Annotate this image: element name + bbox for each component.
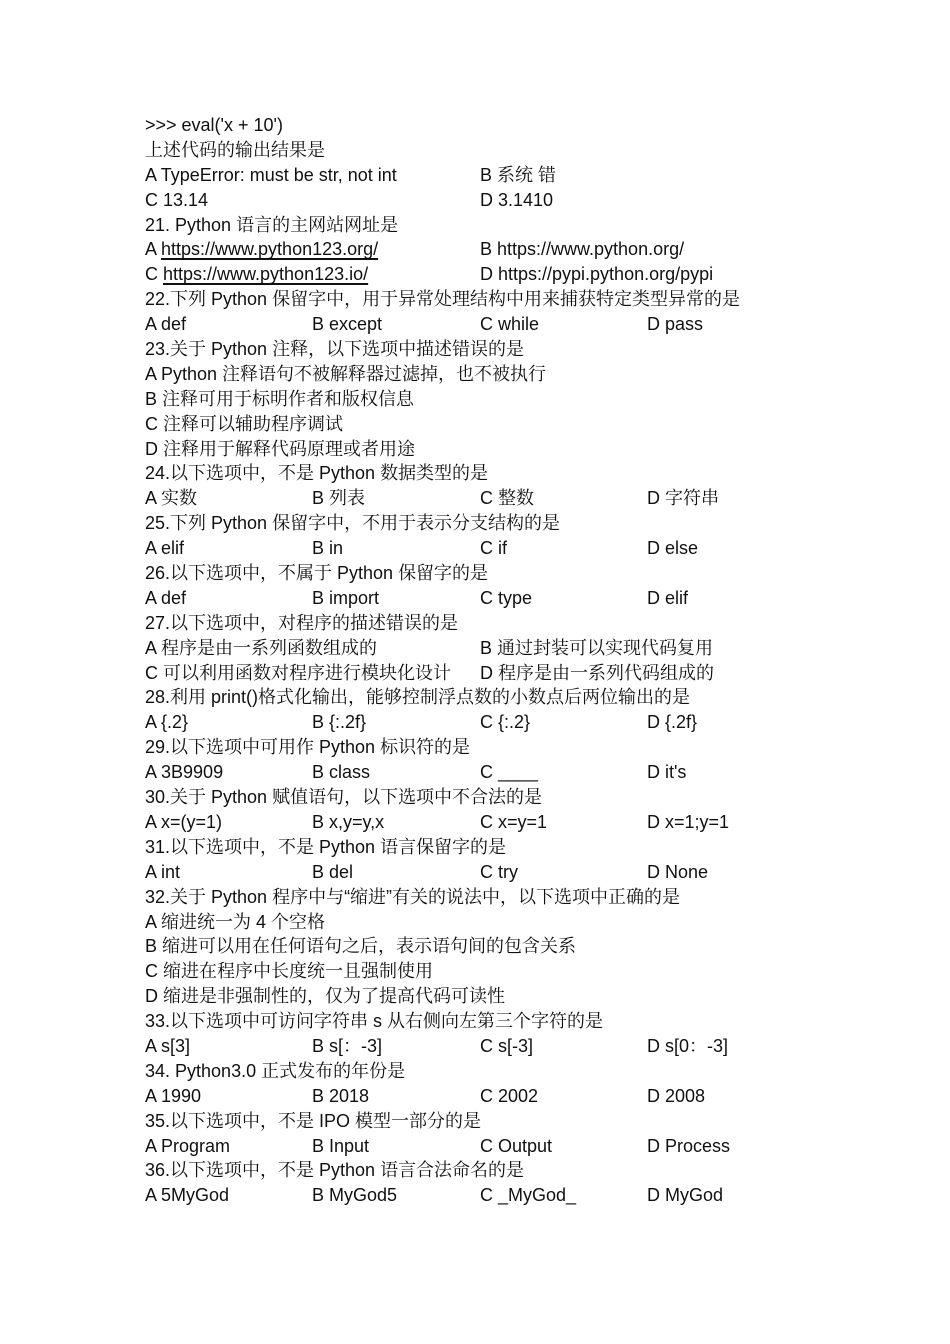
option-label: A: [145, 239, 162, 260]
option-d: D 3.1410: [480, 189, 554, 210]
option-a: A 缩进统一为 4 个空格: [145, 911, 326, 932]
question-26-title: 26.以下选项中，不属于 Python 保留字的是: [145, 563, 489, 584]
option-c: [145, 262, 368, 287]
question-29-title: 29.以下选项中可用作 Python 标识符的是: [145, 737, 471, 758]
option-a: A elif: [145, 538, 185, 559]
option-c: C 整数: [480, 488, 534, 509]
option-a: A 3B9909: [145, 762, 224, 783]
question-34-title: 34. Python3.0 正式发布的年份是: [145, 1060, 406, 1081]
exam-page: [145, 113, 845, 1208]
option-row: [145, 163, 845, 188]
question-24-title: 24.以下选项中，不是 Python 数据类型的是: [145, 463, 489, 484]
option-b: B s[：-3]: [312, 1035, 383, 1056]
option-d: D 注释用于解释代码原理或者用途: [145, 438, 415, 459]
option-a: A def: [145, 587, 187, 608]
option-c: C ____: [480, 762, 539, 783]
question-28-title: 28.利用 print()格式化输出，能够控制浮点数的小数点后两位输出的是: [145, 687, 691, 708]
option-d: D https://pypi.python.org/pypi: [480, 264, 714, 285]
option-b: B import: [312, 587, 380, 608]
question-35-title: 35.以下选项中，不是 IPO 模型一部分的是: [145, 1110, 482, 1131]
option-a: A def: [145, 314, 187, 335]
option-row: [145, 860, 845, 885]
option-a-link[interactable]: https://www.python123.org/: [161, 239, 379, 260]
option-row: [145, 312, 845, 337]
option-a: A x=(y=1): [145, 811, 223, 832]
option-b: B https://www.python.org/: [480, 239, 685, 260]
question-31-title: 31.以下选项中，不是 Python 语言保留字的是: [145, 836, 507, 857]
option-a: A int: [145, 861, 181, 882]
option-b: B in: [312, 538, 344, 559]
option-c: C if: [480, 538, 507, 559]
option-c: C _MyGod_: [480, 1185, 577, 1206]
option-c: C while: [480, 314, 540, 335]
option-c-link[interactable]: https://www.python123.io/: [163, 264, 369, 285]
option-c: C try: [480, 861, 518, 882]
question-22-title: 22.下列 Python 保留字中，用于异常处理结构中用来捕获特定类型异常的是: [145, 289, 741, 310]
question-32-title: 32.关于 Python 程序中与“缩进”有关的说法中，以下选项中正确的是: [145, 886, 681, 907]
option-c: C 可以利用函数对程序进行模块化设计: [145, 662, 451, 683]
option-label: C: [145, 264, 163, 285]
option-d: D x=1;y=1: [647, 811, 730, 832]
option-c: C s[-3]: [480, 1035, 534, 1056]
option-b: B 通过封装可以实现代码复用: [480, 637, 714, 658]
question-text: 上述代码的输出结果是: [145, 139, 325, 160]
question-36-title: 36.以下选项中，不是 Python 语言合法命名的是: [145, 1160, 525, 1181]
option-c: C {:.2}: [480, 712, 531, 733]
option-d: D {.2f}: [647, 712, 698, 733]
option-a: A 实数: [145, 488, 198, 509]
option-d: D s[0：-3]: [647, 1035, 729, 1056]
option-a: A {.2}: [145, 712, 189, 733]
option-c: C 缩进在程序中长度统一且强制使用: [145, 961, 433, 982]
option-row: [145, 262, 845, 287]
option-c: C 13.14: [145, 189, 209, 210]
option-a: A 程序是由一系列函数组成的: [145, 637, 378, 658]
option-a: A 5MyGod: [145, 1185, 230, 1206]
option-d: D 2008: [647, 1085, 706, 1106]
option-b: B 列表: [312, 488, 366, 509]
option-b: B Input: [312, 1135, 370, 1156]
option-d: D it's: [647, 762, 687, 783]
option-a: A 1990: [145, 1085, 202, 1106]
option-d: D elif: [647, 587, 689, 608]
option-row: [145, 237, 845, 262]
option-d: D 程序是由一系列代码组成的: [480, 662, 714, 683]
option-row: [145, 710, 845, 735]
option-row: [145, 661, 845, 686]
option-c: C type: [480, 587, 533, 608]
option-row: [145, 1183, 845, 1208]
option-row: [145, 1084, 845, 1109]
option-b: B class: [312, 762, 371, 783]
question-25-title: 25.下列 Python 保留字中，不用于表示分支结构的是: [145, 513, 561, 534]
option-row: [145, 636, 845, 661]
option-c: C 注释可以辅助程序调试: [145, 413, 343, 434]
option-d: D 字符串: [647, 488, 719, 509]
option-b: B del: [312, 861, 354, 882]
option-b: B 缩进可以用在任何语句之后，表示语句间的包含关系: [145, 936, 577, 957]
option-b: B {:.2f}: [312, 712, 367, 733]
option-b: B 系统 错: [480, 164, 557, 185]
option-b: B MyGod5: [312, 1185, 398, 1206]
option-row: [145, 760, 845, 785]
option-c: C x=y=1: [480, 811, 548, 832]
option-row: [145, 536, 845, 561]
option-a: A Program: [145, 1135, 231, 1156]
option-c: C 2002: [480, 1085, 539, 1106]
option-a: A Python 注释语句不被解释器过滤掉，也不被执行: [145, 363, 547, 384]
option-a: A s[3]: [145, 1035, 191, 1056]
question-27-title: 27.以下选项中，对程序的描述错误的是: [145, 612, 459, 633]
option-row: [145, 1134, 845, 1159]
option-d: D Process: [647, 1135, 731, 1156]
option-row: [145, 486, 845, 511]
option-c: C Output: [480, 1135, 553, 1156]
option-a: A TypeError: must be str, not int: [145, 164, 397, 185]
option-a: [145, 237, 378, 262]
option-row: [145, 1034, 845, 1059]
option-row: [145, 810, 845, 835]
option-b: B x,y=y,x: [312, 811, 385, 832]
option-b: B 2018: [312, 1085, 370, 1106]
question-23-title: 23.关于 Python 注释，以下选项中描述错误的是: [145, 339, 525, 360]
question-21-title: 21. Python 语言的主网站网址是: [145, 214, 399, 235]
option-d: D 缩进是非强制性的，仅为了提高代码可读性: [145, 986, 505, 1007]
option-d: D else: [647, 538, 699, 559]
option-row: [145, 188, 845, 213]
option-b: B except: [312, 314, 383, 335]
option-d: D pass: [647, 314, 704, 335]
code-snippet: >>> eval('x + 10'): [145, 115, 283, 135]
option-b: B 注释可用于标明作者和版权信息: [145, 388, 415, 409]
question-30-title: 30.关于 Python 赋值语句，以下选项中不合法的是: [145, 787, 543, 808]
option-row: [145, 586, 845, 611]
option-d: D MyGod: [647, 1185, 724, 1206]
option-d: D None: [647, 861, 709, 882]
question-33-title: 33.以下选项中可访问字符串 s 从右侧向左第三个字符的是: [145, 1011, 604, 1032]
